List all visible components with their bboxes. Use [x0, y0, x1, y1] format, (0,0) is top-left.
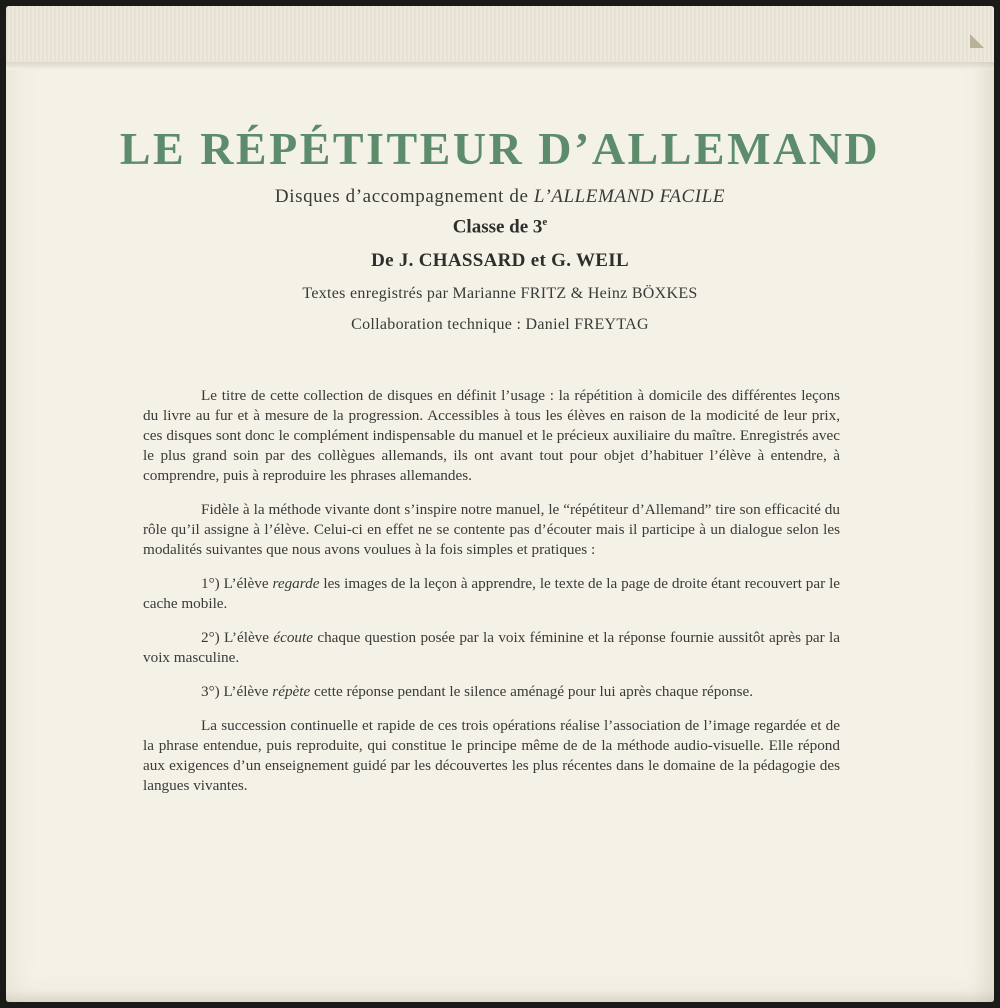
step-two-verb: écoute: [273, 629, 313, 646]
class-level-sup: e: [542, 216, 548, 228]
step-one-prefix: 1°) L’élève: [201, 575, 269, 592]
technical-credits: Collaboration technique : Daniel FREYTAG: [351, 316, 649, 333]
step-three-rest: cette réponse pendant le silence aménagé pour lui après chaque réponse.: [314, 683, 754, 700]
step-three-verb: répète: [272, 683, 311, 700]
step-three-prefix: 3°) L’élève: [201, 683, 269, 700]
paragraph-intro: Le titre de cette collection de disques en définit l’usage : la répétition à domicile des différentes leçons du livre au fur et à mesure de la progression. Accessibles à tous les élèves en raison de la modicité de leur prix, ces disques sont donc le complément indispensable du manuel et le précieux auxiliaire du maître. Enregistrés avec le plus grand soin par des collègues allemands, ils ont avant tout pour objet d’habituer l’élève à entendre, à comprendre, puis à reproduire les phrases allemandes.: [143, 387, 840, 484]
authors: De J. CHASSARD et G. WEIL: [371, 250, 629, 271]
spine-shadow: [6, 62, 994, 70]
description-text: [143, 386, 840, 810]
class-level: [0, 216, 1000, 238]
paragraph-method: Fidèle à la méthode vivante dont s’inspire notre manuel, le “répétiteur d’Allemand” tire son efficacité du rôle qu’il assigne à l’élève. Celui-ci en effet ne se contente pas d’écouter mais il participe à un dialogue selon les modalités suivantes que nous avons voulues à la fois simples et pratiques :: [143, 501, 840, 558]
subtitle-prefix: Disques d’accompagnement de: [274, 186, 529, 207]
sleeve-bottom-edge: [6, 990, 994, 1002]
step-one-rest: les images de la leçon à apprendre, le texte de la page de droite étant recouvert par le cache mobile.: [143, 575, 841, 612]
worn-corner: [970, 34, 984, 48]
subtitle: [0, 186, 1000, 208]
sleeve-spine: [6, 6, 994, 63]
step-two: [143, 628, 840, 668]
book-title: L’ALLEMAND FACILE: [533, 186, 726, 207]
step-one-verb: regarde: [272, 575, 320, 592]
voice-credits: Textes enregistrés par Marianne FRITZ & Heinz BÖXKES: [302, 285, 698, 302]
class-level-text: Classe de 3: [452, 216, 543, 238]
step-one: [143, 574, 840, 614]
cover-title: LE RÉPÉTITEUR D’ALLEMAND: [119, 123, 881, 174]
step-three: [143, 682, 840, 702]
paragraph-conclusion: La succession continuelle et rapide de ces trois opérations réalise l’association de l’image regardée et de la phrase entendue, puis reproduite, qui constitue le principe même de de la méthode audio-visuelle. Elle répond aux exigences d’un enseignement guidé par les découvertes les plus récentes dans le domaine de la pédagogie des langues vivantes.: [143, 717, 840, 794]
step-two-rest: chaque question posée par la voix féminine et la réponse fournie aussitôt après par la voix masculine.: [143, 629, 841, 666]
step-two-prefix: 2°) L’élève: [201, 629, 270, 646]
